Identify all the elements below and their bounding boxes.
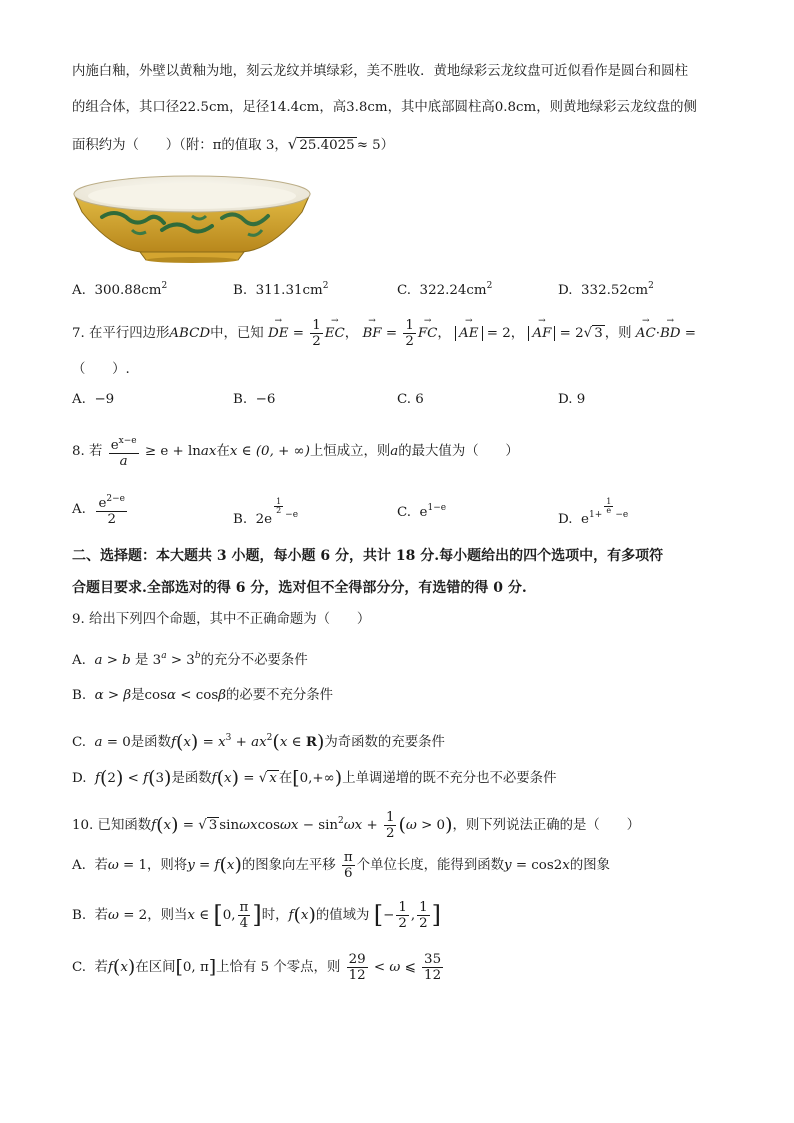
- intro-line-1: 内施白釉，外壁以黄釉为地，刻云龙纹并填绿彩，美不胜收．黄地绿彩云龙纹盘可近似看作是圆台和圆柱: [72, 64, 688, 79]
- intro-line-2: 的组合体，其口径22.5cm，足径14.4cm，高3.8cm，其中底部圆柱高0.8cm，则黄地绿彩云龙纹盘的侧: [72, 100, 697, 115]
- q8-stem: 8. 若 $\frac{e^{x-e}}{a}$ ≥ e + lnax在x ∈ (0, + ∞)上恒成立，则a的最大值为（ ）: [72, 436, 519, 469]
- q6-option-b[interactable]: B. $311.31cm^2$: [233, 281, 329, 298]
- intro-line-3: 面积约为（ ）（附：π的值取 3，√ 25.4025 ≈ 5）: [72, 135, 395, 153]
- q6-option-d[interactable]: D. $332.52cm^2$: [558, 281, 654, 298]
- q7-answer-paren: （ ）.: [72, 362, 130, 377]
- section2-heading-line-2: 合题目要求.全部选对的得 6 分，选对但不全得部分分，有选错的得 0 分.: [72, 580, 527, 596]
- q9-option-b[interactable]: B. α > β是cosα < cosβ的必要不充分条件: [72, 688, 334, 703]
- q10-stem: 10. 已知函数f(x) = √ 3 $\sin\omega xcos\omega x - \sin^2\omega x$ + $\frac{1}{2}$ (ω > 0)，则下列说法正确的是（ ）: [72, 810, 640, 841]
- q10-option-b[interactable]: B. 若ω = 2，则当x ∈ [0, $\frac{\pi}{4}$ ]时，f(x)的值域为 [− $\frac{1}{2}$ , $\frac{1}{2}$ ]: [72, 900, 442, 931]
- q7-option-a[interactable]: A. −9: [72, 392, 115, 407]
- q6-option-a[interactable]: A. $300.88cm^2$: [72, 281, 168, 298]
- q7-option-b[interactable]: B. −6: [233, 392, 276, 407]
- q7-stem: 7. 在平行四边形ABCD中，已知 → DE = $\frac{1}{2}$ → EC， → BF = $\frac{1}{2}$ → FC， → AE = 2， → AF = 2√ 3 ，则 → AC·→ BD =: [72, 318, 696, 349]
- q8-option-b[interactable]: B. 2e $^{\frac{1}{2} -e}$: [233, 497, 299, 527]
- q9-option-a[interactable]: A. a > b 是 $3^a > 3^b$的充分不必要条件: [72, 651, 308, 668]
- q8-option-a[interactable]: A. $\frac{e^{2-e}}{2}$: [72, 494, 125, 527]
- q10-option-a[interactable]: A. 若ω = 1，则将y = f(x)的图象向左平移 $\frac{\pi}{6}$ 个单位长度，能得到函数y = cos2x的图象: [72, 850, 610, 881]
- q9-stem: 9. 给出下列四个命题，其中不正确命题为（ ）: [72, 612, 371, 627]
- section2-heading-line-1: 二、选择题：本大题共 3 小题，每小题 6 分，共计 18 分.每小题给出的四个选项中，有多项符: [72, 548, 664, 564]
- q7-option-c[interactable]: C. 6: [397, 392, 424, 407]
- q6-option-c[interactable]: C. $322.24cm^2$: [397, 281, 493, 298]
- q9-option-c[interactable]: C. a = 0是函数$f(x) = x^3 + ax^2(x$ ∈ R)为奇函数的充要条件: [72, 731, 445, 753]
- porcelain-dish-image: [72, 172, 312, 267]
- q9-option-d[interactable]: D. f(2) < f(3)是函数f(x) = √ x 在[0,+∞)上单调递增的既不充分也不必要条件: [72, 767, 557, 789]
- q7-option-d[interactable]: D. 9: [558, 392, 586, 407]
- q10-option-c[interactable]: C. 若f(x)在区间[0, π]上恰有 5 个零点，则 $\frac{29}{12}$ < ω ⩽ $\frac{35}{12}$: [72, 952, 442, 983]
- q8-option-d[interactable]: D. $e^{1+ \frac{1}{e} -e}$: [558, 497, 629, 527]
- q8-option-c[interactable]: C. $e^{1-e}$: [397, 503, 447, 520]
